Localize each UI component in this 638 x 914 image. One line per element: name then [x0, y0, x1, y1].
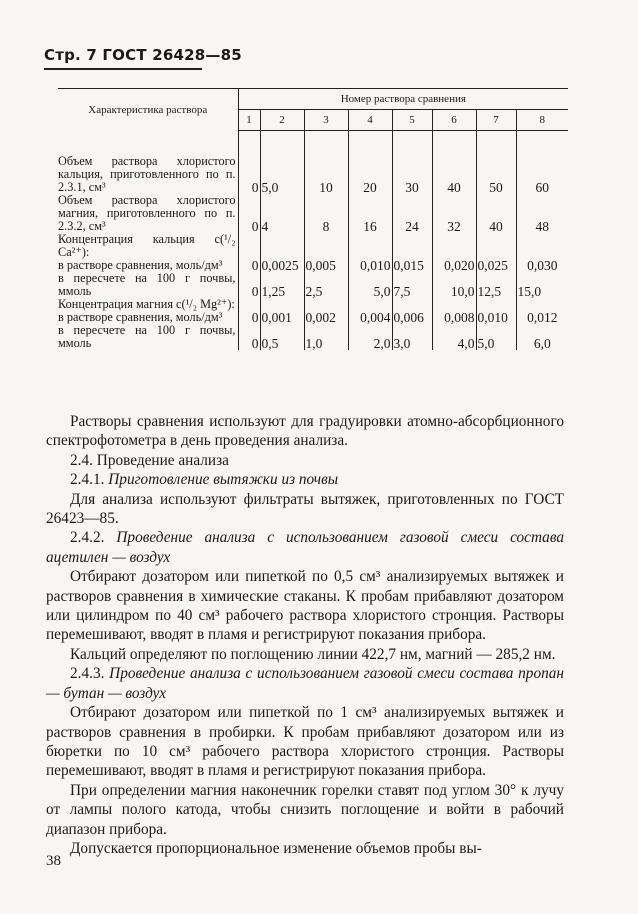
table-cell: 40 [476, 194, 516, 233]
section-number: 2.4.3. [70, 665, 105, 683]
table-cell: 0,5 [260, 324, 304, 350]
table-num-8: 8 [516, 110, 568, 131]
section-title: Проведение анализа с использованием газовой смеси состава пропан — бутан — воздух [46, 665, 564, 702]
section-heading-2-4: 2.4. Проведение анализа [70, 451, 229, 469]
table-cell: 7,5 [392, 272, 432, 298]
table-cell: 50 [476, 155, 516, 194]
row-label: Концентрация кальция c(¹/₂ Ca²⁺): [58, 232, 236, 259]
table-group-header: Номер раствора сравнения [238, 89, 568, 110]
table-cell: 0,015 [392, 259, 432, 272]
table-cell: 24 [392, 194, 432, 233]
table-cell: 4 [260, 194, 304, 233]
table-cell: 5,0 [260, 155, 304, 194]
table-num-3: 3 [304, 110, 348, 131]
table-cell: 15,0 [516, 272, 568, 298]
section-number: 2.4.2. [70, 529, 105, 547]
table-cell: 0,006 [392, 311, 432, 324]
table-col-header: Характеристика раствора [58, 89, 238, 131]
table-row [58, 272, 568, 298]
table-row [58, 324, 568, 350]
row-label: в растворе сравнения, моль/дм³ [58, 258, 223, 272]
section-heading-2-4-3 [46, 664, 564, 703]
table-cell: 3,0 [392, 324, 432, 350]
row-label: Объем раствора хлористого магния, приготовленного по п. 2.3.2, см³ [58, 193, 236, 233]
table-cell: 10,0 [432, 272, 476, 298]
table-cell: 40 [432, 155, 476, 194]
comparison-solutions-table [58, 88, 568, 350]
section-title: Проведение анализа с использованием газовой смеси состава ацетилен — воздух [46, 529, 565, 566]
table-cell: 8 [304, 194, 348, 233]
table-cell: 6,0 [516, 324, 568, 350]
table-cell: 0 [238, 194, 260, 233]
row-label: в растворе сравнения, моль/дм³ [58, 310, 223, 324]
body-text [46, 412, 564, 858]
table-num-2: 2 [260, 110, 304, 131]
table-cell: 0 [238, 272, 260, 298]
table-cell: 4,0 [432, 324, 476, 350]
table-num-6: 6 [432, 110, 476, 131]
row-label: Объем раствора хлористого кальция, приготовленного по п. 2.3.1, см³ [58, 154, 236, 194]
table-num-1: 1 [238, 110, 260, 131]
paragraph: При определении магния наконечник горелки ставят под углом 30° к лучу от лампы полого катода, чтобы снизить поглощение и войти в рабочий диапазон прибора. [46, 781, 564, 838]
table-cell: 32 [432, 194, 476, 233]
table-cell: 16 [348, 194, 392, 233]
table-cell: 5,0 [476, 324, 516, 350]
page-number: 38 [46, 853, 61, 869]
table-cell: 0 [238, 324, 260, 350]
table-cell: 30 [392, 155, 432, 194]
page-header: Стр. 7 ГОСТ 26428—85 [44, 46, 242, 64]
table-cell: 0 [238, 259, 260, 272]
table-cell: 2,0 [348, 324, 392, 350]
table-cell: 0,025 [476, 259, 516, 272]
row-label: Концентрация магния c(¹/₂ Mg²⁺): [58, 297, 235, 311]
table-num-4: 4 [348, 110, 392, 131]
table-cell: 0,004 [348, 311, 392, 324]
paragraph: Отбирают дозатором или пипеткой по 1 см³ анализируемых вытяжек и растворов сравнения в пробирки. К пробам прибавляют дозатором или из бюретки по 10 см³ рабочего раствора хлористого стронция. Растворы перемешивают, вводят в пламя и регистрируют показания прибора. [46, 704, 564, 780]
table-cell: 5,0 [348, 272, 392, 298]
table-cell: 12,5 [476, 272, 516, 298]
table-cell: 0,020 [432, 259, 476, 272]
section-number: 2.4.1. [70, 471, 105, 489]
table-cell: 0 [238, 311, 260, 324]
paragraph: Кальций определяют по поглощению линии 422,7 нм, магний — 285,2 нм. [70, 645, 556, 663]
section-heading-2-4-2 [46, 528, 564, 567]
table-cell: 0 [238, 155, 260, 194]
table-cell: 1,25 [260, 272, 304, 298]
table-cell: 0,005 [304, 259, 348, 272]
table-cell: 0,0025 [260, 259, 304, 272]
paragraph: Растворы сравнения используют для градуировки атомно-абсорбционного спектрофотометра в день проведения анализа. [46, 413, 564, 450]
table-num-7: 7 [476, 110, 516, 131]
table-cell: 0,010 [348, 259, 392, 272]
table-num-5: 5 [392, 110, 432, 131]
table-cell: 0,002 [304, 311, 348, 324]
table-cell: 48 [516, 194, 568, 233]
table-cell: 0,012 [516, 311, 568, 324]
section-title: Приготовление вытяжки из почвы [108, 471, 339, 489]
row-label: в пересчете на 100 г почвы, ммоль [58, 323, 236, 350]
paragraph: Отбирают дозатором или пипеткой по 0,5 см³ анализируемых вытяжек и растворов сравнения в химические стаканы. К пробам прибавляют дозатором или цилиндром по 40 см³ рабочего раствора хлористого стронция. Растворы перемешивают, вводят в пламя и регистрируют показания прибора. [46, 568, 564, 644]
table-cell: 0,030 [516, 259, 568, 272]
header-rule [44, 68, 202, 70]
table-row [58, 155, 568, 194]
table-cell: 0,001 [260, 311, 304, 324]
paragraph: Допускается пропорциональное изменение объемов пробы вы- [70, 839, 482, 857]
paragraph: Для анализа используют фильтраты вытяжек, приготовленных по ГОСТ 26423—85. [46, 490, 564, 528]
table-cell: 20 [348, 155, 392, 194]
table-row [58, 233, 568, 259]
table-cell: 0,008 [432, 311, 476, 324]
table-cell: 0,010 [476, 311, 516, 324]
section-heading-2-4-1 [46, 470, 564, 489]
table-cell: 1,0 [304, 324, 348, 350]
table-cell: 60 [516, 155, 568, 194]
table-cell: 10 [304, 155, 348, 194]
table-cell: 2,5 [304, 272, 348, 298]
row-label: в пересчете на 100 г почвы, ммоль [58, 271, 236, 298]
table-row [58, 194, 568, 233]
